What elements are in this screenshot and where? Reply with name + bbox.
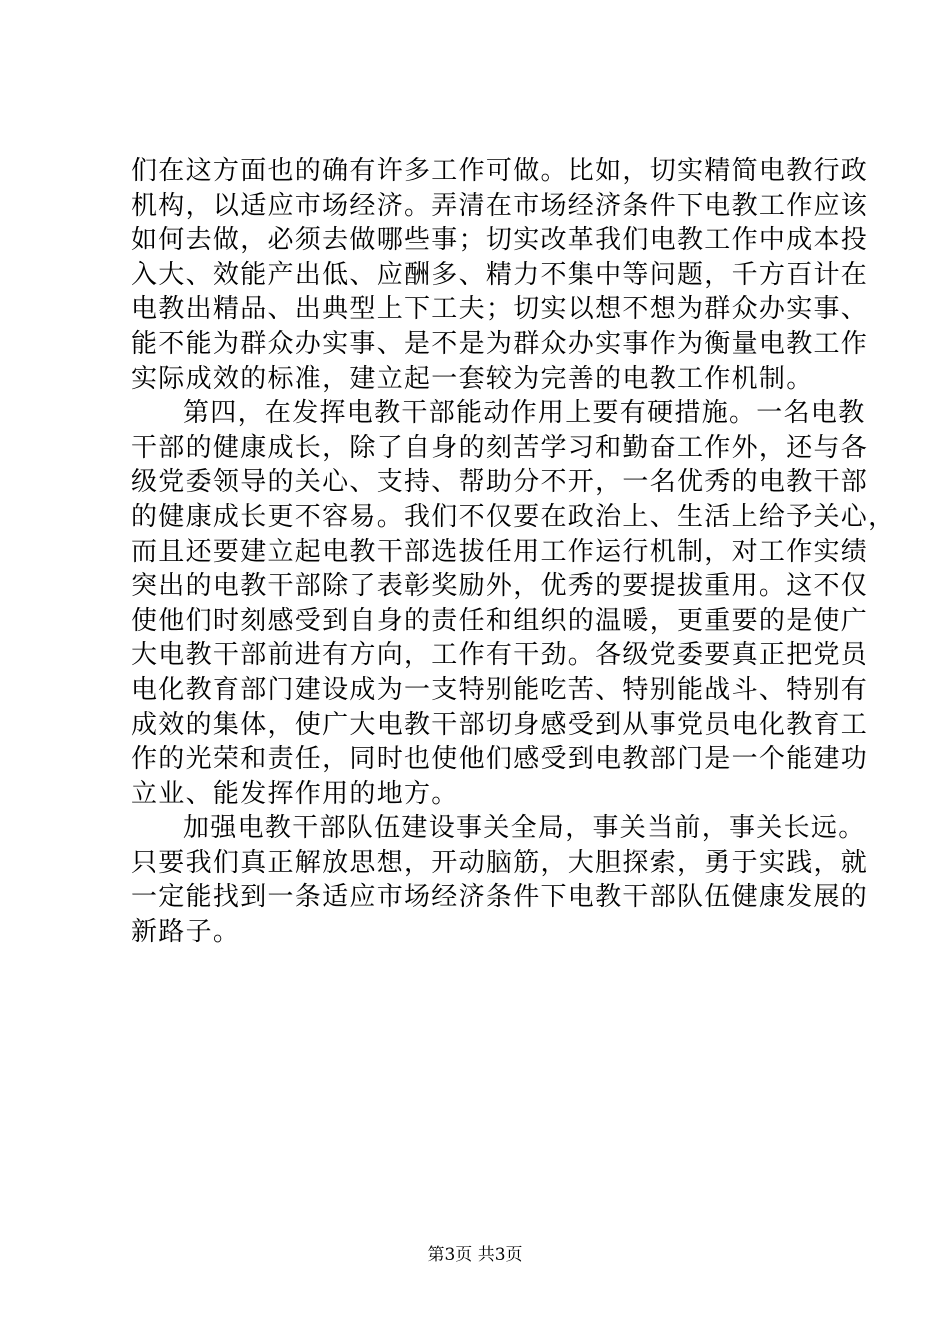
text-line: 级党委领导的关心、支持、帮助分不开，一名优秀的电教干部: [131, 467, 869, 498]
text-line: 大电教干部前进有方向，工作有干劲。各级党委要真正把党员: [131, 640, 869, 671]
text-line: 而且还要建立起电教干部选拔任用工作运行机制，对工作实绩: [131, 536, 869, 567]
page-number-footer: 第3页 共3页: [427, 1245, 523, 1265]
text-line: 立业、能发挥作用的地方。: [131, 778, 459, 809]
text-line: 能不能为群众办实事、是不是为群众办实事作为衡量电教工作: [131, 328, 869, 359]
text-line: 的健康成长更不容易。我们不仅要在政治上、生活上给予关心，: [131, 501, 896, 532]
body-text: [131, 154, 896, 950]
text-line: 新路子。: [131, 917, 241, 948]
paragraph-start-line: 第四，在发挥电教干部能动作用上要有硬措施。一名电教: [183, 398, 866, 429]
text-line: 入大、效能产出低、应酬多、精力不集中等问题，千方百计在: [131, 259, 869, 290]
text-line: 一定能找到一条适应市场经济条件下电教干部队伍健康发展的: [131, 882, 869, 913]
text-line: 电化教育部门建设成为一支特别能吃苦、特别能战斗、特别有: [131, 674, 869, 705]
text-line: 如何去做，必须去做哪些事；切实改革我们电教工作中成本投: [131, 225, 869, 256]
text-line: 突出的电教干部除了表彰奖励外，优秀的要提拔重用。这不仅: [131, 571, 869, 602]
text-line: 电教出精品、出典型上下工夫；切实以想不想为群众办实事、: [131, 294, 869, 325]
paragraph-start-line: 加强电教干部队伍建设事关全局，事关当前，事关长远。: [183, 813, 866, 844]
text-line: 成效的集体，使广大电教干部切身感受到从事党员电化教育工: [131, 709, 869, 740]
text-line: 干部的健康成长，除了自身的刻苦学习和勤奋工作外，还与各: [131, 432, 869, 463]
text-line: 们在这方面也的确有许多工作可做。比如，切实精简电教行政: [131, 156, 869, 186]
text-line: 机构，以适应市场经济。弄清在市场经济条件下电教工作应该: [131, 190, 869, 221]
text-line: 只要我们真正解放思想，开动脑筋，大胆探索，勇于实践，就: [131, 847, 869, 878]
text-line: 实际成效的标准，建立起一套较为完善的电教工作机制。: [131, 363, 814, 394]
text-line: 使他们时刻感受到自身的责任和组织的温暖，更重要的是使广: [131, 605, 869, 636]
text-line: 作的光荣和责任，同时也使他们感受到电教部门是一个能建功: [131, 744, 869, 775]
